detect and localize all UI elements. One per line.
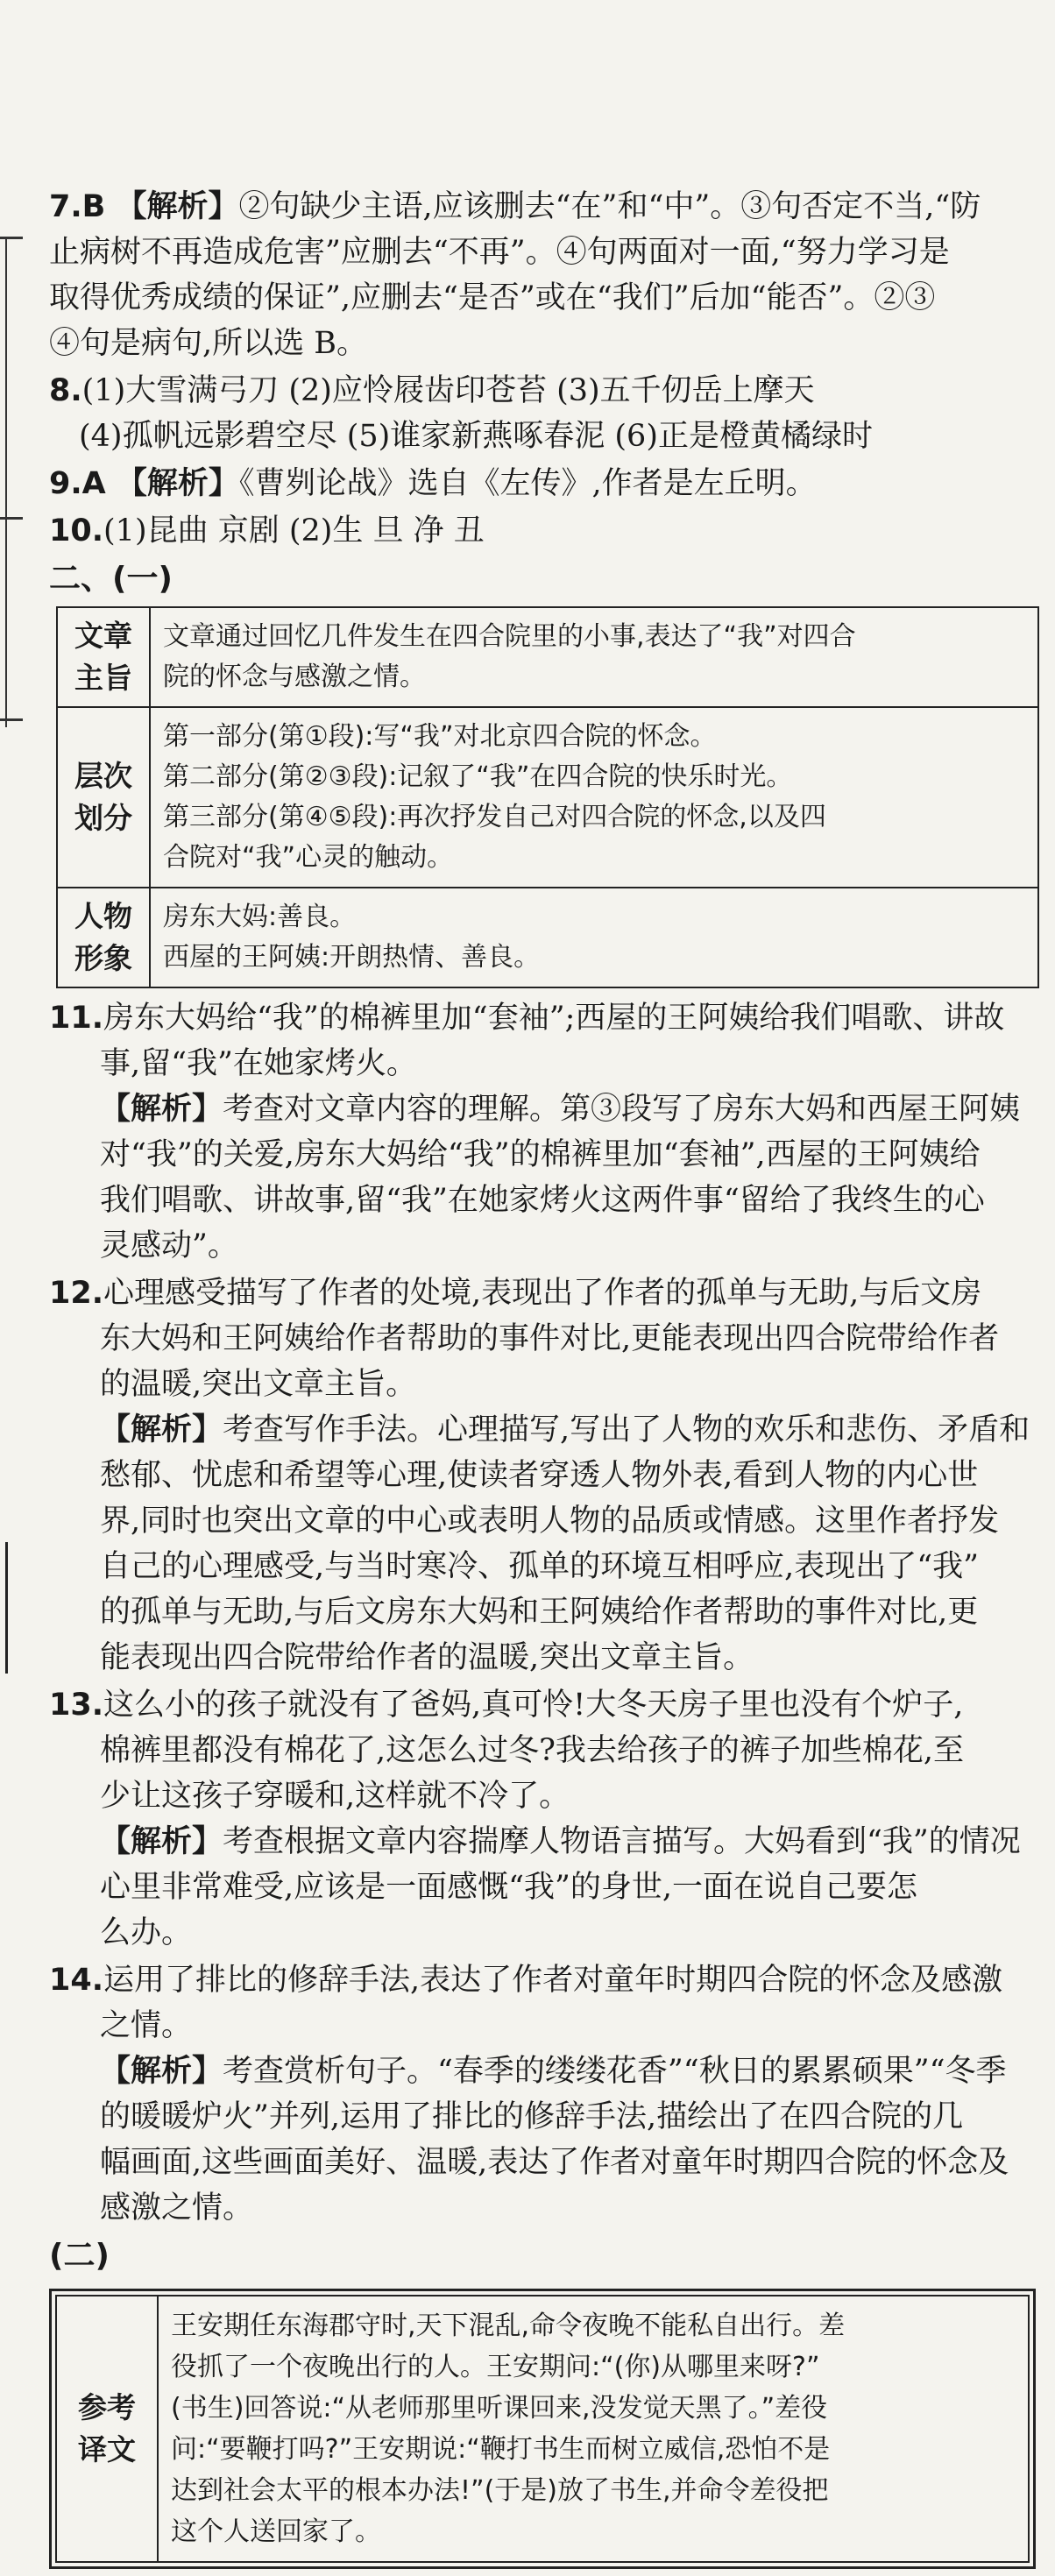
answer-text: 运用了排比的修辞手法,表达了作者对童年时期四合院的怀念及感激 (103, 1963, 1003, 1998)
answer-text: 房东大妈给“我”的棉裤里加“套袖”;西屋的王阿姨给我们唱歌、讲故 (103, 1001, 1005, 1036)
margin-bar (5, 1542, 8, 1674)
row-content: 王安期任东海郡守时,天下混乱,命令夜晚不能私自出行。差 役抓了一个夜晚出行的人。王安期问:“(你)从哪里来呀?” (书生)回答说:“从老师那里听课回来,没发觉天黑了。”差役 问:“要鞭打吗?”王安期说:“鞭打书生而树立威信,恐怕不是 达到社会太平的根本办法!”(于是)放了书生,并命令差役把 这个人送回家了。 (158, 2296, 1029, 2562)
analysis-text: 考查根据文章内容揣摩人物语言描写。大妈看到“我”的情况 (223, 1824, 1021, 1859)
question-number: 10. (49, 513, 104, 548)
analysis-text: 对“我”的关爱,房东大妈给“我”的棉裤里加“套袖”,西屋的王阿姨给 (100, 1137, 981, 1172)
translation-table (55, 2295, 1030, 2563)
question-13 (49, 1682, 1039, 1956)
margin-tick (0, 517, 23, 520)
question-number: 8. (49, 373, 82, 408)
analysis-tag: 【解析】 (100, 1412, 223, 1447)
question-12 (49, 1270, 1039, 1681)
analysis-text: 能表现出四合院带给作者的温暖,突出文章主旨。 (100, 1640, 754, 1675)
analysis-tag: 【解析】 (100, 2054, 223, 2089)
table-row (57, 888, 1038, 987)
answer-text: 东大妈和王阿姨给作者帮助的事件对比,更能表现出四合院带给作者 (100, 1321, 1000, 1356)
analysis-text: 考查写作手法。心理描写,写出了人物的欢乐和悲伤、矛盾和 (223, 1412, 1030, 1447)
row-content: 文章通过回忆几件发生在四合院里的小事,表达了“我”对四合 院的怀念与感激之情。 (150, 607, 1038, 707)
answer-text: ④句是病句,所以选 B。 (49, 326, 367, 361)
section-heading: (二) (49, 2238, 110, 2274)
question-11 (49, 995, 1039, 1269)
table-row (57, 607, 1038, 707)
answer-page (49, 184, 1039, 2576)
analysis-text: 考查赏析句子。“春季的缕缕花香”“秋日的累累硕果”“冬季 (223, 2054, 1007, 2089)
question-8 (49, 368, 1039, 459)
analysis-text: 幅画面,这些画面美好、温暖,表达了作者对童年时期四合院的怀念及 (100, 2145, 1009, 2180)
translation-box (49, 2289, 1036, 2569)
answer-text: 少让这孩子穿暖和,这样就不冷了。 (100, 1779, 570, 1814)
analysis-text: 感激之情。 (100, 2190, 254, 2226)
question-number: 14. (49, 1963, 104, 1998)
analysis-tag: A 【解析】 (81, 466, 239, 501)
answer-text: 之情。 (100, 2008, 193, 2043)
question-number: 13. (49, 1688, 104, 1723)
analysis-text: 灵感动”。 (100, 1228, 238, 1263)
question-number: 7. (49, 189, 82, 224)
margin-tick (0, 237, 23, 239)
analysis-tag: 【解析】 (100, 1824, 223, 1859)
row-label: 文章 主旨 (57, 607, 150, 707)
row-content: 第一部分(第①段):写“我”对北京四合院的怀念。 第二部分(第②③段):记叙了“我”在四合院的快乐时光。 第三部分(第④⑤段):再次抒发自己对四合院的怀念,以及四 合院对“我”心灵的触动。 (150, 707, 1038, 888)
question-9 (49, 461, 1039, 506)
analysis-text: 的孤单与无助,与后文房东大妈和王阿姨给作者帮助的事件对比,更 (100, 1595, 979, 1630)
question-number: 12. (49, 1276, 104, 1311)
binding-margin (0, 0, 35, 2506)
analysis-text: 界,同时也突出文章的中心或表明人物的品质或情感。这里作者抒发 (100, 1504, 1000, 1539)
row-content: 房东大妈:善良。 西屋的王阿姨:开朗热情、善良。 (150, 888, 1038, 987)
analysis-text: 心里非常难受,应该是一面感慨“我”的身世,一面在说自己要怎 (100, 1870, 918, 1905)
section-heading: 二、(一) (49, 561, 173, 597)
analysis-text: 愁郁、忧虑和希望等心理,使读者穿透人物外表,看到人物的内心世 (100, 1458, 979, 1493)
table-row (57, 707, 1038, 888)
analysis-text: 自己的心理感受,与当时寒冷、孤单的环境互相呼应,表现出了“我” (100, 1549, 980, 1584)
question-7 (49, 184, 1039, 366)
analysis-text: 的暖暖炉火”并列,运用了排比的修辞手法,描绘出了在四合院的几 (100, 2099, 964, 2134)
answer-text: 止病树不再造成危害”应删去“不再”。④句两面对一面,“努力学习是 (49, 235, 950, 270)
answer-text: 事,留“我”在她家烤火。 (100, 1046, 417, 1081)
answer-text: 这么小的孩子就没有了爸妈,真可怜!大冬天房子里也没有个炉子, (103, 1688, 964, 1723)
analysis-tag: 【解析】 (100, 1092, 223, 1127)
question-10 (49, 508, 1039, 554)
summary-table (56, 606, 1039, 988)
margin-rule (5, 237, 7, 727)
analysis-text: 考查对文章内容的理解。第③段写了房东大妈和西屋王阿姨 (223, 1092, 1021, 1127)
answer-text: 取得优秀成绩的保证”,应删去“是否”或在“我们”后加“能否”。②③ (49, 280, 936, 315)
table-row (56, 2296, 1029, 2562)
answer-text: ②句缺少主语,应该删去“在”和“中”。③句否定不当,“防 (238, 189, 981, 224)
answer-text: 的温暖,突出文章主旨。 (100, 1367, 417, 1402)
analysis-text: 我们唱歌、讲故事,留“我”在她家烤火这两件事“留给了我终生的心 (100, 1183, 985, 1218)
answer-text: 棉裤里都没有棉花了,这怎么过冬?我去给孩子的裤子加些棉花,至 (100, 1733, 965, 1768)
row-label: 人物 形象 (57, 888, 150, 987)
question-number: 11. (49, 1001, 104, 1036)
answer-text: 心理感受描写了作者的处境,表现出了作者的孤单与无助,与后文房 (103, 1276, 982, 1311)
question-14 (49, 1957, 1039, 2231)
analysis-text: 么办。 (100, 1915, 193, 1950)
row-label: 参考 译文 (56, 2296, 158, 2562)
answer-text: 《曹刿论战》选自《左传》,作者是左丘明。 (238, 466, 817, 501)
analysis-tag: B 【解析】 (81, 189, 239, 224)
answer-text: (1)昆曲 京剧 (2)生 旦 净 丑 (103, 513, 485, 548)
answer-text: (4)孤帆远影碧空尽 (5)谁家新燕啄春泥 (6)正是橙黄橘绿时 (79, 419, 873, 454)
margin-tick (0, 718, 23, 721)
question-number: 9. (49, 466, 82, 501)
answer-text: (1)大雪满弓刀 (2)应怜屐齿印苍苔 (3)五千仞岳上摩天 (81, 373, 815, 408)
row-label: 层次 划分 (57, 707, 150, 888)
